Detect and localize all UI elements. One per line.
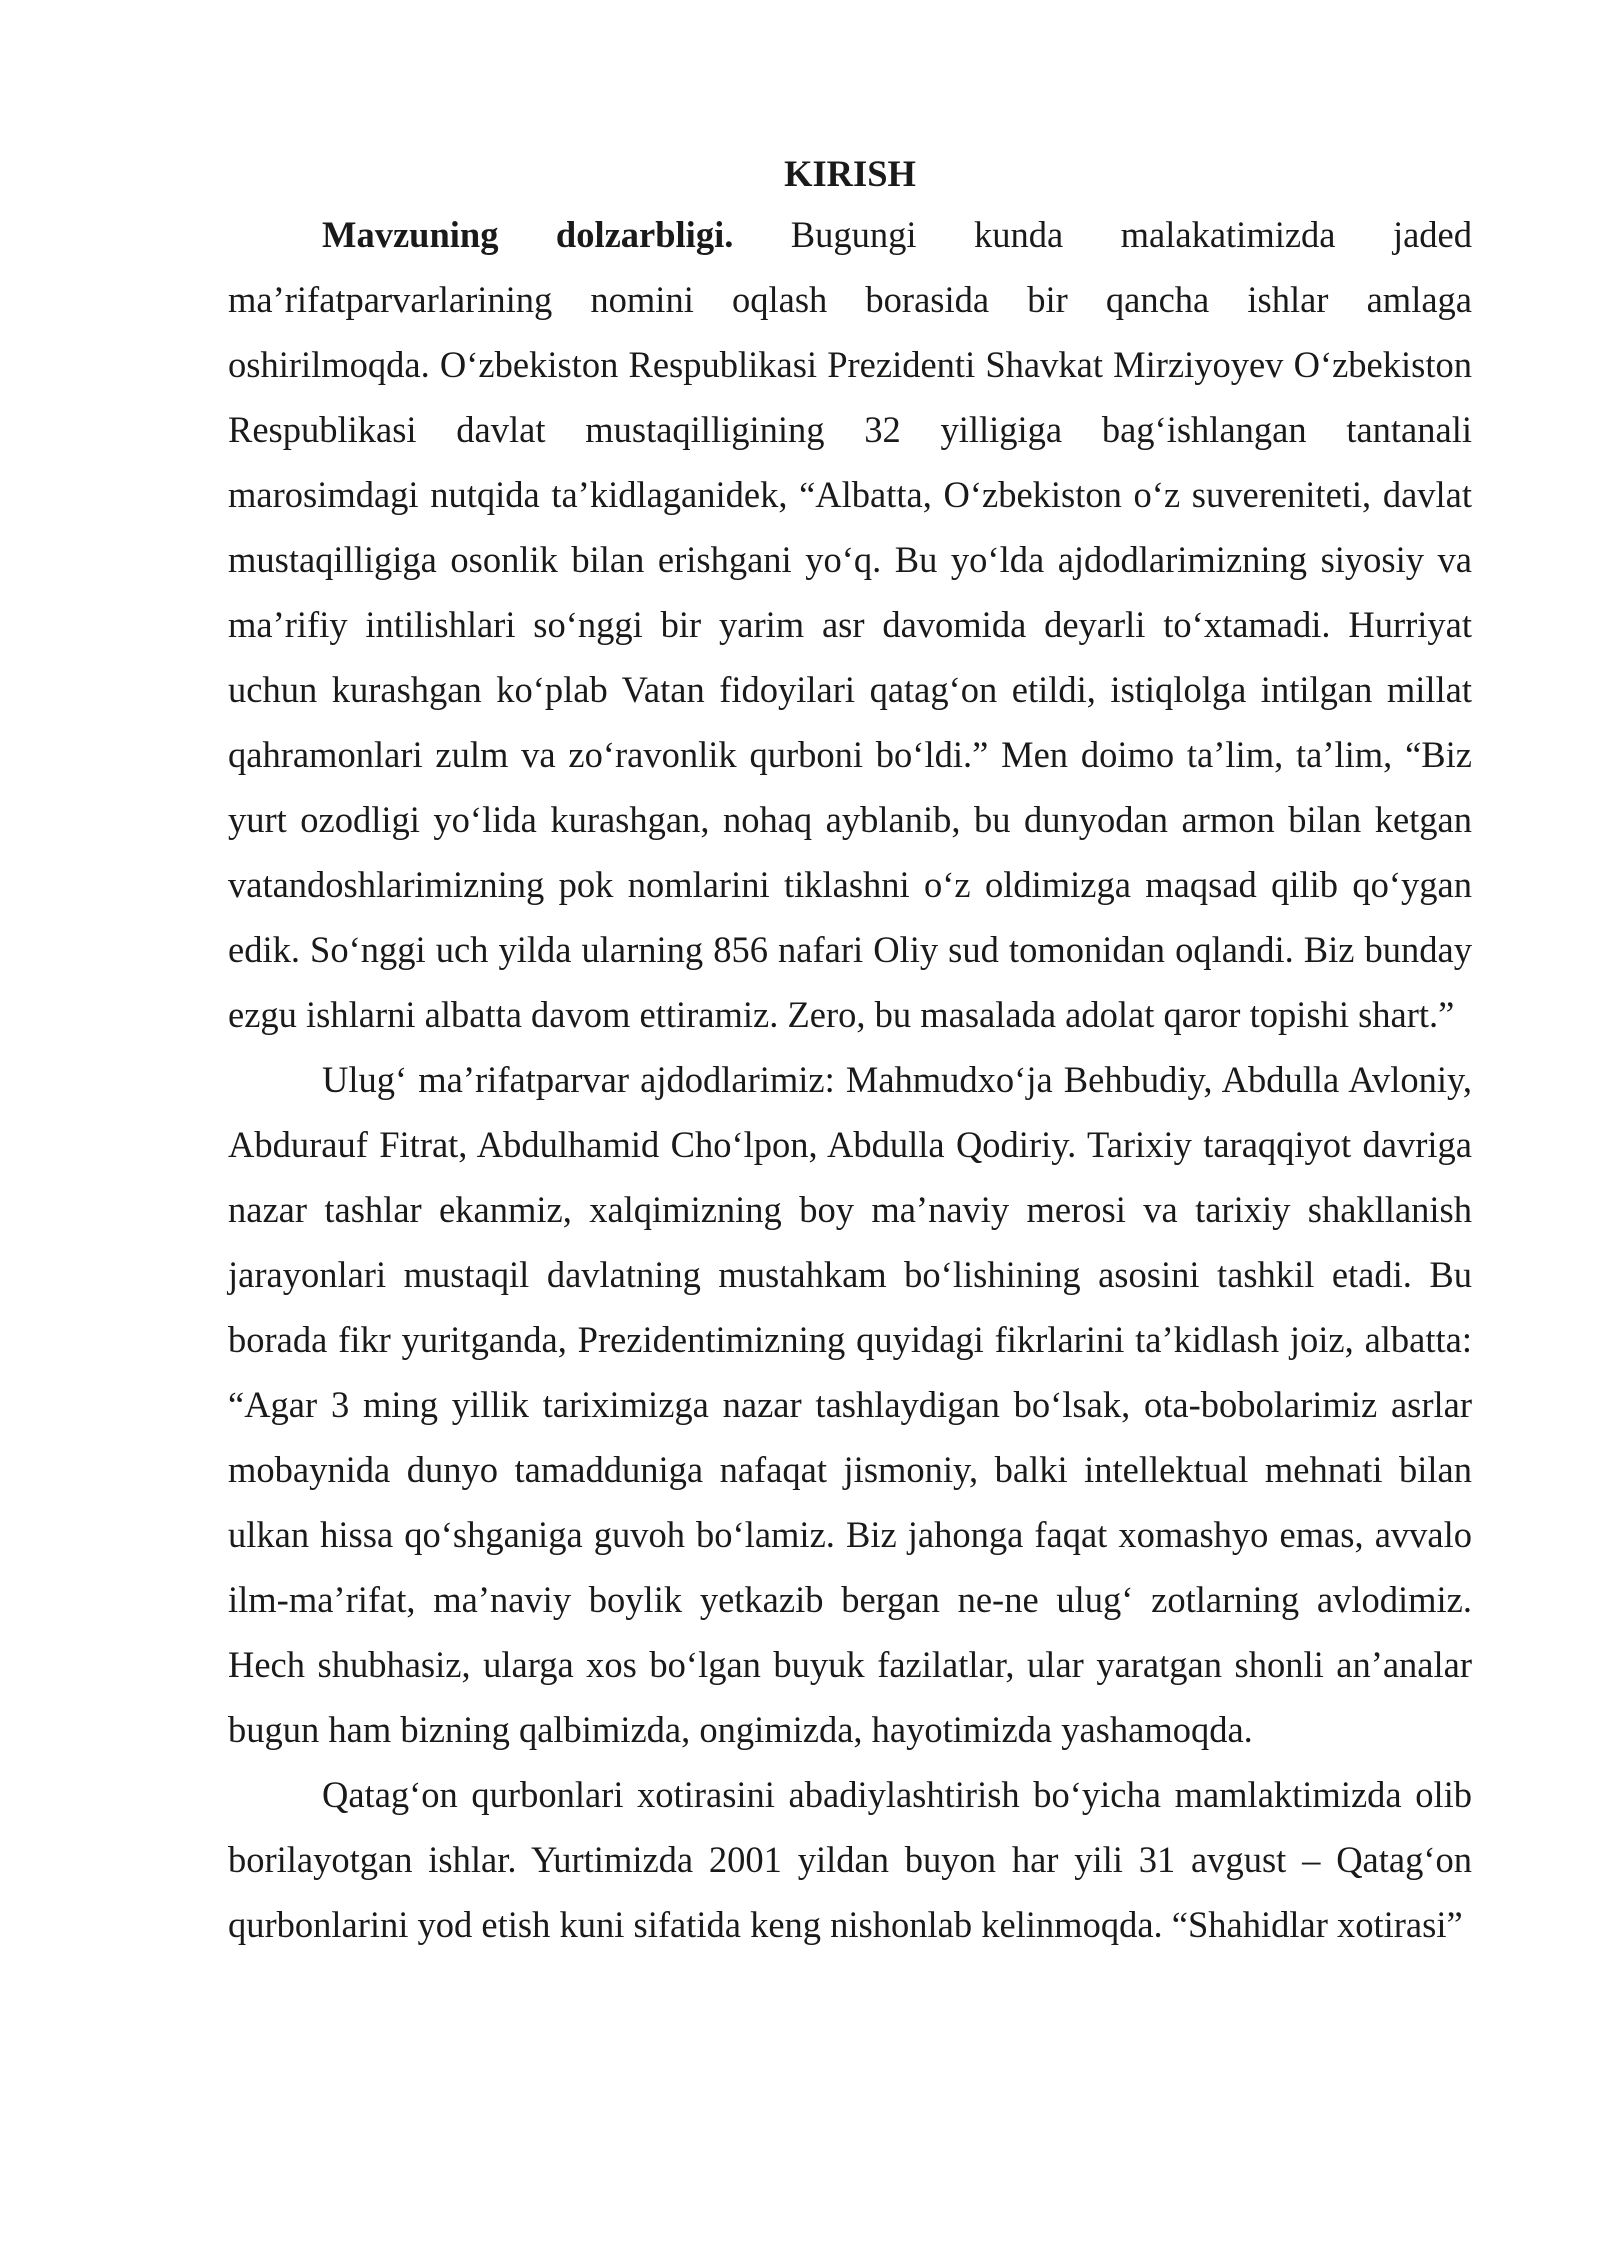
paragraph-text: Qatag‘on qurbonlari xotirasini abadiylashtirish bo‘yicha mamlaktimizda olib borilayotgan ishlar. Yurtimizda 2001 yildan buyon har yili 31 avgust – Qatag‘on qurbonlarini yod etish kuni sifatida keng nishonlab kelinmoqda. “Shahidlar xotirasi” [228, 1774, 1472, 1945]
paragraph-ancestors [228, 1047, 1472, 1762]
paragraph-memorial [228, 1762, 1472, 1957]
paragraph-text: Bugungi kunda malakatimizda jaded ma’rifatparvarlarining nomini oqlash borasida bir qancha ishlar amlaga oshirilmoqda. O‘zbekiston Respublikasi Prezidenti Shavkat Mirziyoyev O‘zbekiston Respublikasi davlat mustaqilligining 32 yilligiga bag‘ishlangan tantanali marosimdagi nutqida ta’kidlaganidek, “Albatta, O‘zbekiston o‘z suvereniteti, davlat mustaqilligiga osonlik bilan erishgani yo‘q. Bu yo‘lda ajdodlarimizning siyosiy va ma’rifiy intilishlari so‘nggi bir yarim asr davomida deyarli to‘xtamadi. Hurriyat uchun kurashgan ko‘plab Vatan fidoyilari qatag‘on etildi, istiqlolga intilgan millat qahramonlari zulm va zo‘ravonlik qurboni bo‘ldi.” Men doimo ta’lim, ta’lim, “Biz yurt ozodligi yo‘lida kurashgan, nohaq ayblanib, bu dunyodan armon bilan ketgan vatandoshlarimizning pok nomlarini tiklashni o‘z oldimizga maqsad qilib qo‘ygan edik. So‘nggi uch yilda ularning 856 nafari Oliy sud tomonidan oqlandi. Biz bunday ezgu ishlarni albatta davom ettiramiz. Zero, bu masalada adolat qaror topishi shart.” [228, 214, 1472, 1035]
paragraph-lead-title: Mavzuning dolzarbligi. [322, 214, 734, 255]
section-heading: KIRISH [784, 153, 916, 194]
paragraph-relevance [228, 202, 1472, 1047]
paragraph-text: Ulug‘ ma’rifatparvar ajdodlarimiz: Mahmudxo‘ja Behbudiy, Abdulla Avloniy, Abdurauf Fitrat, Abdulhamid Cho‘lpon, Abdulla Qodiriy. Tarixiy taraqqiyot davriga nazar tashlar ekanmiz, xalqimizning boy ma’naviy merosi va tarixiy shakllanish jarayonlari mustaqil davlatning mustahkam bo‘lishining asosini tashkil etadi. Bu borada fikr yuritganda, Prezidentimizning quyidagi fikrlarini ta’kidlash joiz, albatta: “Agar 3 ming yillik tariximizga nazar tashlaydigan bo‘lsak, ota-bobolarimiz asrlar mobaynida dunyo tamadduniga nafaqat jismoniy, balki intellektual mehnati bilan ulkan hissa qo‘shganiga guvoh bo‘lamiz. Biz jahonga faqat xomashyo emas, avvalo ilm-ma’rifat, ma’naviy boylik yetkazib bergan ne-ne ulug‘ zotlarning avlodimiz. Hech shubhasiz, ularga xos bo‘lgan buyuk fazilatlar, ular yaratgan shonli an’analar bugun ham bizning qalbimizda, ongimizda, hayotimizda yashamoqda. [228, 1059, 1472, 1750]
document-body [228, 146, 1472, 1957]
